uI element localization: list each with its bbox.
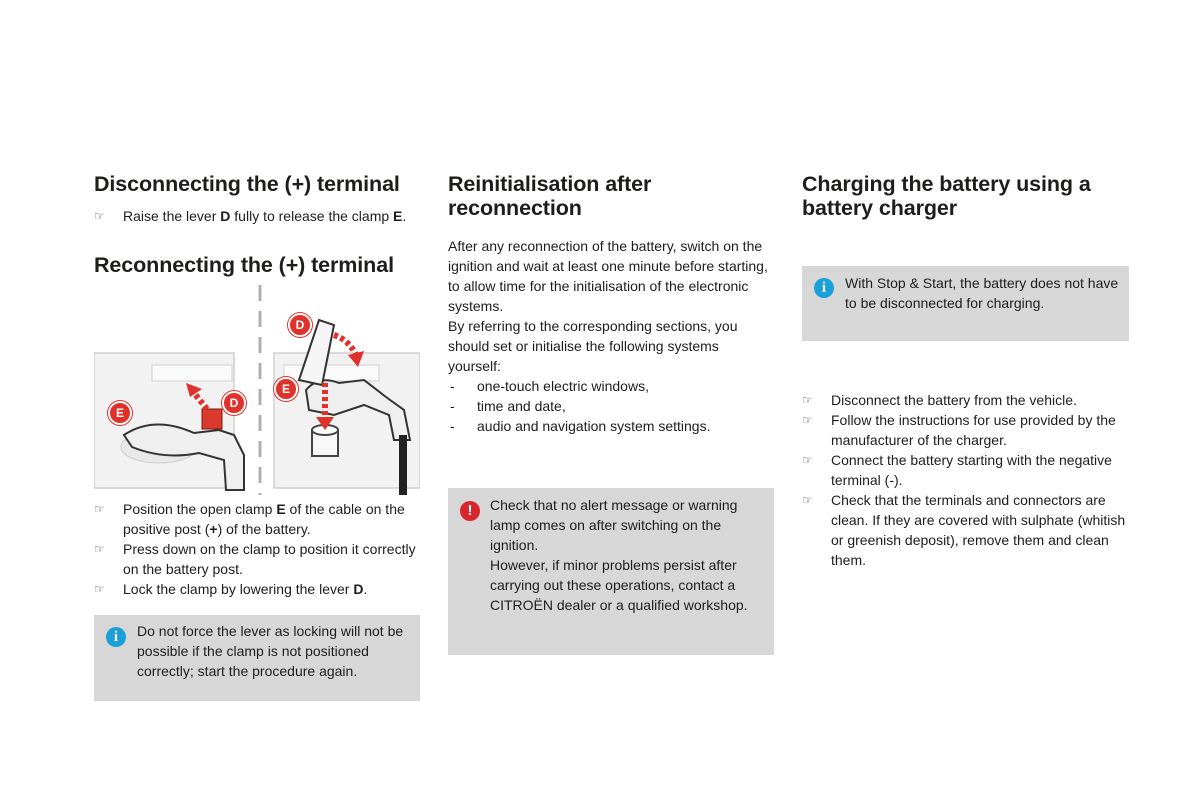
- list-item: - time and date,: [448, 396, 774, 416]
- info-text: With Stop & Start, the battery does not have to be disconnected for charging.: [845, 275, 1119, 311]
- charging-step: ☞ Disconnect the battery from the vehicle.: [802, 390, 1129, 410]
- reconnect-step: ☞ Press down on the clamp to position it correctly on the battery post.: [94, 539, 420, 579]
- reconnect-steps: [94, 499, 420, 599]
- reconnect-step: ☞ Position the open clamp E of the cable on the positive post (+) of the battery.: [94, 499, 420, 539]
- para-systems: By referring to the corresponding sections, you should set or initialise the following systems yourself:: [448, 318, 738, 374]
- disconnect-step: ☞ Raise the lever D fully to release the clamp E.: [94, 206, 420, 226]
- heading-reinitialisation: Reinitialisation after reconnection: [448, 172, 652, 220]
- reconnect-step: ☞ Lock the clamp by lowering the lever D.: [94, 579, 420, 599]
- warning-text-dealer: However, if minor problems persist after carrying out these operations, contact a CITROËN dealer or a qualified workshop.: [490, 557, 748, 613]
- terminal-diagram: [94, 285, 420, 495]
- column-reinitialisation: [448, 172, 774, 655]
- list-item: - one-touch electric windows,: [448, 376, 774, 396]
- info-icon: i: [106, 627, 126, 647]
- label-e-left: E: [108, 401, 132, 425]
- charging-step: ☞ Check that the terminals and connectors are clean. If they are covered with sulphate (whitish or greenish deposit), remove them and clean them.: [802, 490, 1129, 570]
- systems-list: [448, 376, 774, 436]
- warning-icon: !: [460, 501, 480, 521]
- column-disconnect-reconnect: [94, 172, 420, 701]
- column-charging: [802, 172, 1129, 570]
- charging-step: ☞ Follow the instructions for use provided by the manufacturer of the charger.: [802, 410, 1129, 450]
- warning-text: Check that no alert message or warning lamp comes on after switching on the ignition.: [490, 497, 738, 553]
- list-item: - audio and navigation system settings.: [448, 416, 774, 436]
- battery-clamp-illustration: [94, 285, 420, 495]
- warning-box: [448, 488, 774, 655]
- info-box-stop-start: [802, 266, 1129, 341]
- disconnect-steps: [94, 206, 420, 226]
- para-reconnection: After any reconnection of the battery, switch on the ignition and wait at least one minute before starting, to allow time for the initialisation of the electronic systems.: [448, 238, 768, 314]
- charging-steps: [802, 390, 1129, 570]
- info-text: Do not force the lever as locking will not be possible if the clamp is not positioned correctly; start the procedure again.: [137, 623, 404, 679]
- heading-disconnecting: Disconnecting the (+) terminal: [94, 172, 400, 196]
- label-d-right: D: [288, 313, 312, 337]
- heading-charging: Charging the battery using a battery charger: [802, 172, 1091, 220]
- label-d-left: D: [222, 391, 246, 415]
- info-icon: i: [814, 278, 834, 298]
- info-box-lever: [94, 615, 420, 701]
- heading-reconnecting: Reconnecting the (+) terminal: [94, 253, 394, 277]
- charging-step: ☞ Connect the battery starting with the negative terminal (-).: [802, 450, 1129, 490]
- label-e-right: E: [274, 377, 298, 401]
